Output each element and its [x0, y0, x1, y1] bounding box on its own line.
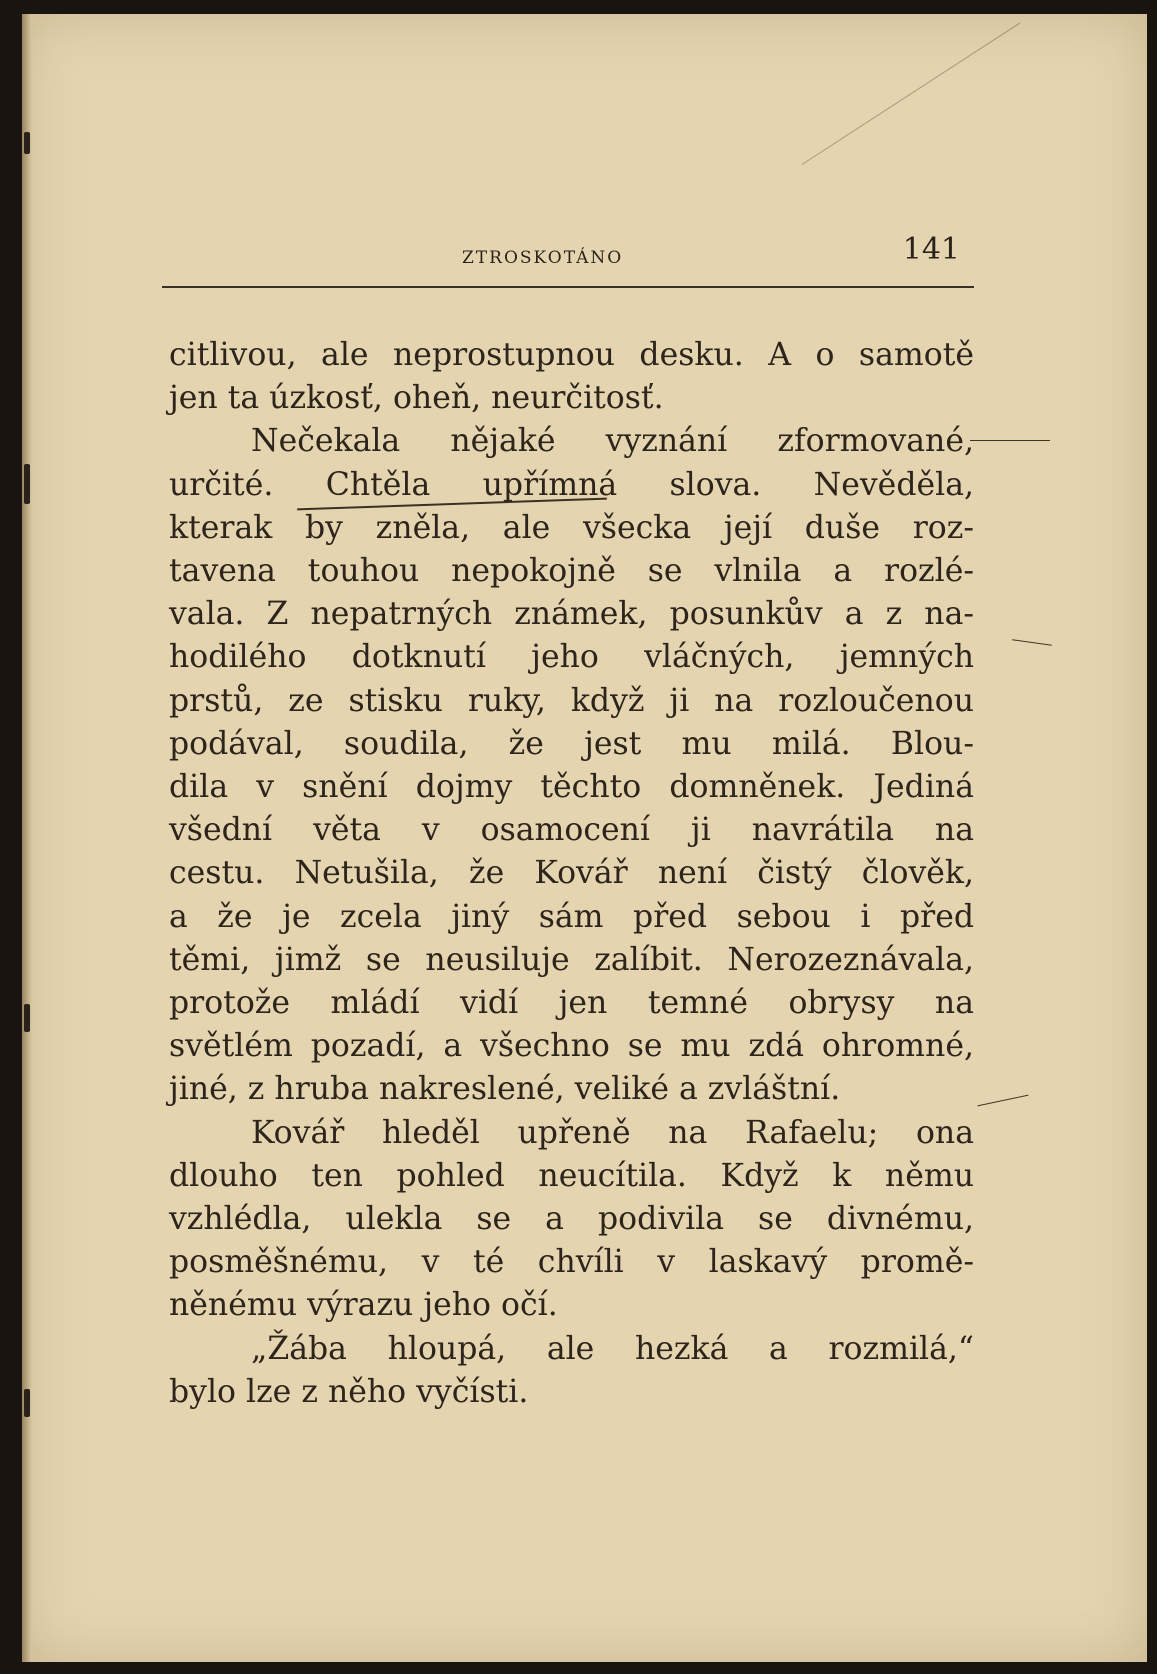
text-line: hodilého dotknutí jeho vláčných, jemných: [169, 639, 974, 676]
text-line: dlouho ten pohled neucítila. Když k němu: [169, 1157, 974, 1194]
page-number: 141: [902, 232, 960, 267]
book-page: [22, 14, 1147, 1662]
text-line: Nečekala nějaké vyznání zformované,: [251, 423, 974, 460]
text-line: a že je zcela jiný sám před sebou i před: [169, 898, 974, 935]
page-header: [162, 232, 974, 272]
text-line: „Žába hloupá, ale hezká a rozmilá,“: [251, 1330, 974, 1367]
edge-ink-mark: [24, 1004, 30, 1032]
pencil-stroke: [802, 22, 1021, 164]
text-line: těmi, jimž se neusiluje zalíbit. Nerozeznávala,: [169, 941, 974, 978]
text-line: vala. Z nepatrných známek, posunkův a z na-: [169, 596, 974, 633]
edge-ink-mark: [24, 1389, 30, 1417]
text-line: něnému výrazu jeho očí.: [169, 1287, 558, 1324]
text-line: světlém pozadí, a všechno se mu zdá ohromné,: [169, 1028, 974, 1065]
margin-pencil-mark: [970, 440, 1050, 441]
header-rule: [162, 286, 974, 288]
text-line: tavena touhou nepokojně se vlnila a rozlé-: [169, 553, 974, 590]
text-line: Kovář hleděl upřeně na Rafaelu; ona: [251, 1114, 974, 1151]
body-text: [169, 334, 974, 1414]
text-line: prstů, ze stisku ruky, když ji na rozloučenou: [169, 682, 974, 719]
text-line: cestu. Netušila, že Kovář není čistý člověk,: [169, 855, 974, 892]
edge-ink-mark: [24, 464, 30, 504]
margin-pencil-mark: [1012, 639, 1052, 646]
text-line: protože mládí vidí jen temné obrysy na: [169, 985, 974, 1022]
text-line: posměšnému, v té chvíli v laskavý promě-: [169, 1244, 974, 1281]
text-line: určité. Chtěla upřímná slova. Nevěděla,: [169, 466, 974, 503]
text-line: všední věta v osamocení ji navrátila na: [169, 812, 974, 849]
edge-ink-mark: [24, 132, 30, 154]
text-line: kterak by zněla, ale všecka její duše roz-: [169, 509, 974, 546]
text-line: dila v snění dojmy těchto domněnek. Jediná: [169, 769, 974, 806]
text-line: jiné, z hruba nakreslené, veliké a zvláštní.: [169, 1071, 841, 1108]
text-line: vzhlédla, ulekla se a podivila se divnému,: [169, 1201, 974, 1238]
text-line: citlivou, ale neprostupnou desku. A o samotě: [169, 337, 974, 373]
text-line: jen ta úzkosť, oheň, neurčitosť.: [169, 380, 664, 417]
running-title: ZTROSKOTÁNO: [462, 248, 624, 268]
text-line: bylo lze z něho vyčísti.: [169, 1373, 529, 1410]
text-line: podával, soudila, že jest mu milá. Blou-: [169, 725, 974, 762]
margin-pencil-mark: [977, 1095, 1028, 1107]
